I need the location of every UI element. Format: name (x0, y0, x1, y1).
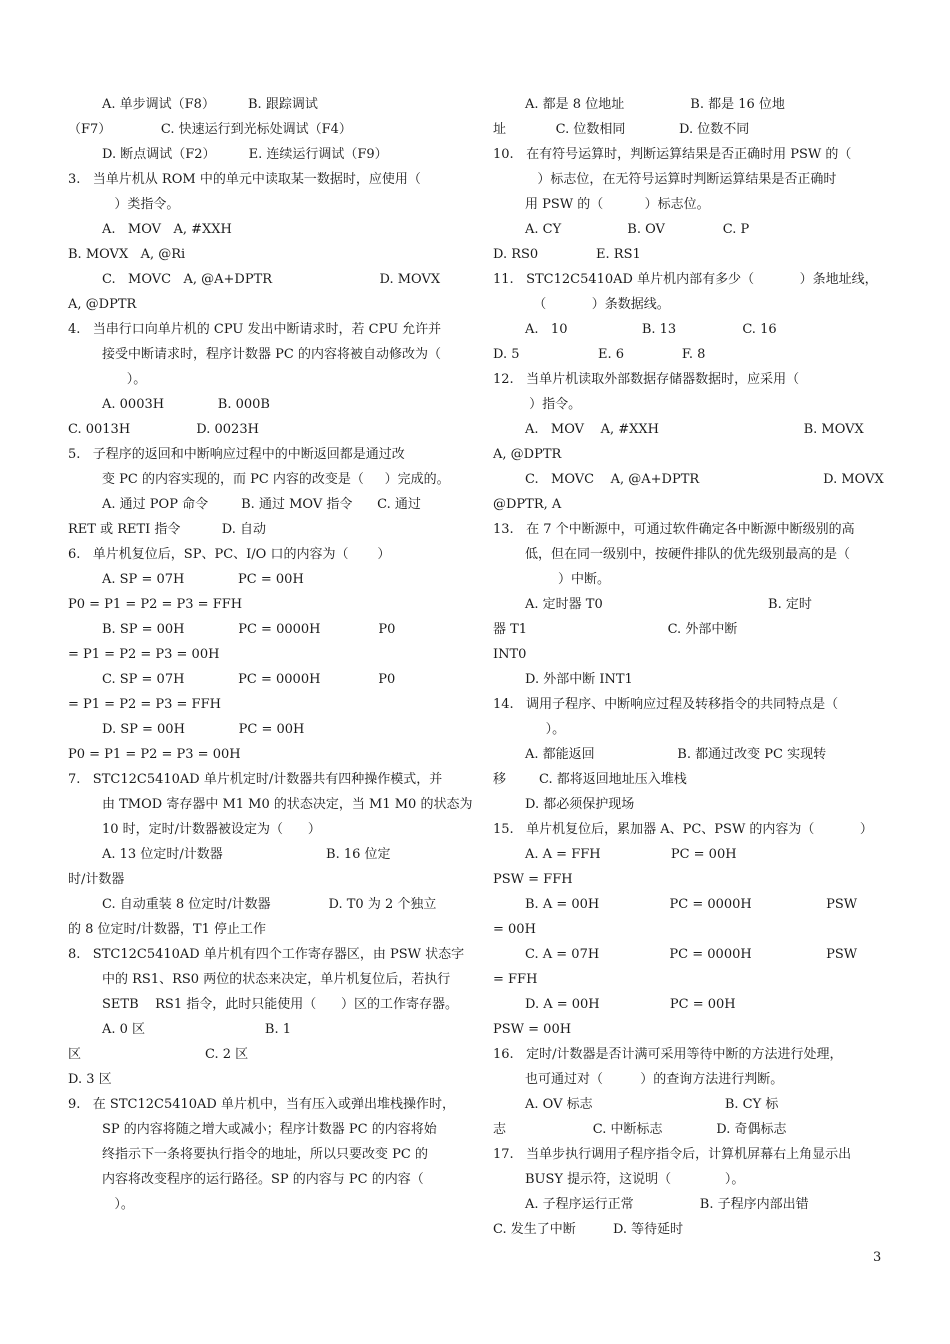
text-line: 用 PSW 的（ ）标志位。 (525, 197, 710, 212)
text-line: C. MOVC A, @A+DPTR D. MOVX (525, 472, 884, 487)
text-line: A. 都能返回 B. 都通过改变 PC 实现转 (525, 747, 827, 762)
text-line: D. A = 00H PC = 00H (525, 997, 736, 1012)
text-line: （F7） C. 快速运行到光标处调试（F4） (68, 122, 352, 137)
text-line: A, @DPTR (493, 447, 562, 462)
text-line: 8. STC12C5410AD 单片机有四个工作寄存器区，由 PSW 状态字 (68, 947, 465, 962)
text-line: 移 C. 都将返回地址压入堆栈 (493, 772, 687, 787)
text-line: 终指示下一条将要执行指令的地址，所以只要改变 PC 的 (102, 1147, 428, 1162)
text-line: A. MOV A, #XXH (102, 222, 232, 237)
text-line: 17. 当单步执行调用子程序指令后，计算机屏幕右上角显示出 (493, 1147, 852, 1162)
text-line: A. 通过 POP 命令 B. 通过 MOV 指令 C. 通过 (102, 497, 421, 512)
text-line: ）类指令。 (102, 197, 180, 212)
text-line: B. MOVX A, @Ri (68, 247, 186, 262)
text-line: 9. 在 STC12C5410AD 单片机中，当有压入或弹出堆栈操作时， (68, 1097, 455, 1112)
text-line: @DPTR, A (493, 497, 562, 512)
text-line: 器 T1 C. 外部中断 (493, 622, 738, 637)
text-line: C. SP = 07H PC = 0000H P0 (102, 672, 396, 687)
text-line: A. 0003H B. 000B (102, 397, 270, 412)
text-line: = 00H (493, 922, 536, 937)
page-number: 3 (873, 1250, 882, 1265)
text-line: 15. 单片机复位后，累加器 A、PC、PSW 的内容为（ ） (493, 822, 873, 837)
text-line: A. 13 位定时/计数器 B. 16 位定 (102, 847, 391, 862)
text-line: 5. 子程序的返回和中断响应过程中的中断返回都是通过改 (68, 447, 405, 462)
text-line: 4. 当串行口向单片机的 CPU 发出中断请求时，若 CPU 允许并 (68, 322, 442, 337)
text-line: ）指令。 (525, 397, 582, 412)
text-line: （ ）条数据线。 (525, 297, 670, 312)
text-line: D. 外部中断 INT1 (525, 672, 633, 687)
text-line: SP 的内容将随之增大或减小；程序计数器 PC 的内容将始 (102, 1122, 437, 1137)
text-line: ）。 (102, 1197, 134, 1212)
text-line: SETB RS1 指令，此时只能使用（ ）区的工作寄存器。 (102, 997, 459, 1012)
text-line: PSW = 00H (493, 1022, 572, 1037)
text-line: 中的 RS1、RS0 两位的状态来决定，单片机复位后，若执行 (102, 972, 451, 987)
text-line: D. 3 区 (68, 1072, 112, 1087)
text-line: 16. 定时/计数器是否计满可采用等待中断的方法进行处理， (493, 1047, 843, 1062)
text-line: A. 定时器 T0 B. 定时 (525, 597, 812, 612)
text-line: 6. 单片机复位后，SP、PC、I/O 口的内容为（ ） (68, 547, 391, 562)
text-line: C. 发生了中断 D. 等待延时 (493, 1222, 684, 1237)
text-line: D. RS0 E. RS1 (493, 247, 641, 262)
text-line: ）标志位，在无符号运算时判断运算结果是否正确时 (525, 172, 837, 187)
text-line: A, @DPTR (68, 297, 137, 312)
text-line: C. 0013H D. 0023H (68, 422, 259, 437)
text-line: P0 = P1 = P2 = P3 = 00H (68, 747, 241, 762)
text-line: = FFH (493, 972, 538, 987)
text-line: 的 8 位定时/计数器，T1 停止工作 (68, 922, 266, 937)
text-line: D. 断点调试（F2） E. 连续运行调试（F9） (102, 147, 388, 162)
text-line: A. A = FFH PC = 00H (525, 847, 737, 862)
text-line: D. 5 E. 6 F. 8 (493, 347, 706, 362)
text-line: 志 C. 中断标志 D. 奇偶标志 (493, 1122, 787, 1137)
text-line: A. OV 标志 B. CY 标 (525, 1097, 779, 1112)
text-line: 10 时，定时/计数器被设定为（ ） (102, 822, 321, 837)
text-line: 低，但在同一级别中，按硬件排队的优先级别最高的是（ (525, 547, 851, 562)
text-line: A. 子程序运行正常 B. 子程序内部出错 (525, 1197, 809, 1212)
text-line: ）中断。 (525, 572, 611, 587)
text-line: 11. STC12C5410AD 单片机内部有多少（ ）条地址线， (493, 272, 878, 287)
text-line: B. SP = 00H PC = 0000H P0 (102, 622, 396, 637)
text-line: PSW = FFH (493, 872, 573, 887)
text-line: 3. 当单片机从 ROM 中的单元中读取某一数据时，应使用（ (68, 172, 421, 187)
text-line: 14. 调用子程序、中断响应过程及转移指令的共同特点是（ (493, 697, 839, 712)
text-line: D. SP = 00H PC = 00H (102, 722, 305, 737)
text-line: = P1 = P2 = P3 = 00H (68, 647, 220, 662)
text-line: 10. 在有符号运算时，判断运算结果是否正确时用 PSW 的（ (493, 147, 852, 162)
text-line: B. A = 00H PC = 0000H PSW (525, 897, 858, 912)
text-line: 变 PC 的内容实现的，而 PC 内容的改变是（ ）完成的。 (102, 472, 450, 487)
text-line: ）。 (102, 372, 147, 387)
text-line: A. SP = 07H PC = 00H (102, 572, 304, 587)
text-line: 内容将改变程序的运行路径。SP 的内容与 PC 的内容（ (102, 1172, 424, 1187)
text-line: A. 都是 8 位地址 B. 都是 16 位地 (525, 97, 785, 112)
text-line: C. MOVC A, @A+DPTR D. MOVX (102, 272, 441, 287)
text-line: 址 C. 位数相同 D. 位数不同 (493, 122, 750, 137)
text-line: C. A = 07H PC = 0000H PSW (525, 947, 858, 962)
text-line: RET 或 RETI 指令 D. 自动 (68, 522, 266, 537)
text-line: A. 0 区 B. 1 (102, 1022, 291, 1037)
text-line: 13. 在 7 个中断源中，可通过软件确定各中断源中断级别的高 (493, 522, 855, 537)
text-line: D. 都必须保护现场 (525, 797, 635, 812)
text-line: C. 自动重装 8 位定时/计数器 D. T0 为 2 个独立 (102, 897, 437, 912)
text-line: BUSY 提示符，这说明（ ）。 (525, 1172, 745, 1187)
text-line: 接受中断请求时，程序计数器 PC 的内容将被自动修改为（ (102, 347, 441, 362)
text-line: 12. 当单片机读取外部数据存储器数据时，应采用（ (493, 372, 800, 387)
text-line: 由 TMOD 寄存器中 M1 M0 的状态决定，当 M1 M0 的状态为 (102, 797, 473, 812)
text-line: A. 10 B. 13 C. 16 (525, 322, 777, 337)
text-line: 时/计数器 (68, 872, 125, 887)
text-line: A. MOV A, #XXH B. MOVX (525, 422, 864, 437)
text-line: INT0 (493, 647, 527, 662)
text-line: P0 = P1 = P2 = P3 = FFH (68, 597, 243, 612)
text-line: A. CY B. OV C. P (525, 222, 750, 237)
text-line: A. 单步调试（F8） B. 跟踪调试 (102, 97, 318, 112)
text-line: 7. STC12C5410AD 单片机定时/计数器共有四种操作模式，并 (68, 772, 443, 787)
text-line: 区 C. 2 区 (68, 1047, 249, 1062)
text-line: 也可通过对（ ）的查询方法进行判断。 (525, 1072, 784, 1087)
text-line: ）。 (525, 722, 566, 737)
text-line: = P1 = P2 = P3 = FFH (68, 697, 221, 712)
